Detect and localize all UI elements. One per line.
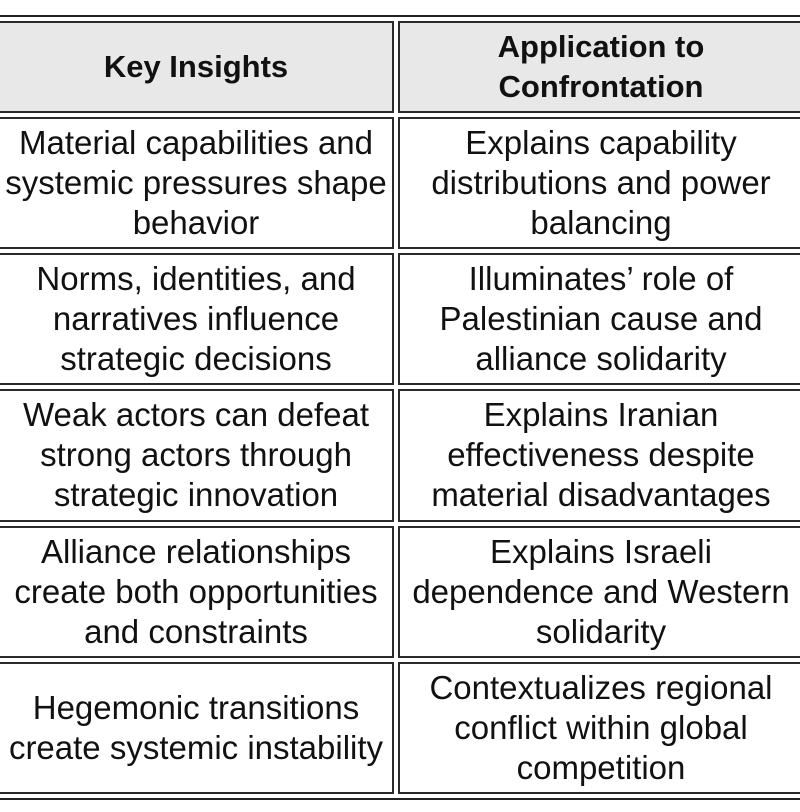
column-header-application: Application to Confrontation <box>398 21 800 113</box>
table-cell-application: Explains capability distributions and power balancing <box>398 117 800 249</box>
column-header-key-insights: Key Insights <box>0 21 394 113</box>
table-cell-insight: Norms, identities, and narratives influence strategic decisions <box>0 253 394 385</box>
table-row <box>0 389 800 521</box>
table-cell-insight: Alliance relationships create both opportunities and constraints <box>0 526 394 658</box>
table-cell-application: Explains Iranian effectiveness despite material disadvantages <box>398 389 800 521</box>
insights-table <box>0 17 800 798</box>
table-row <box>0 526 800 658</box>
table-cell-application: Explains Israeli dependence and Western solidarity <box>398 526 800 658</box>
table-row <box>0 662 800 794</box>
table-cell-application: Illuminates’ role of Palestinian cause and alliance solidarity <box>398 253 800 385</box>
table-cell-application: Contextualizes regional conflict within global competition <box>398 662 800 794</box>
table-header-row <box>0 21 800 113</box>
table-cell-insight: Hegemonic transitions create systemic instability <box>0 662 394 794</box>
table-row <box>0 253 800 385</box>
insights-table-container <box>0 15 800 800</box>
table-cell-insight: Weak actors can defeat strong actors through strategic innovation <box>0 389 394 521</box>
table-row <box>0 117 800 249</box>
table-cell-insight: Material capabilities and systemic pressures shape behavior <box>0 117 394 249</box>
